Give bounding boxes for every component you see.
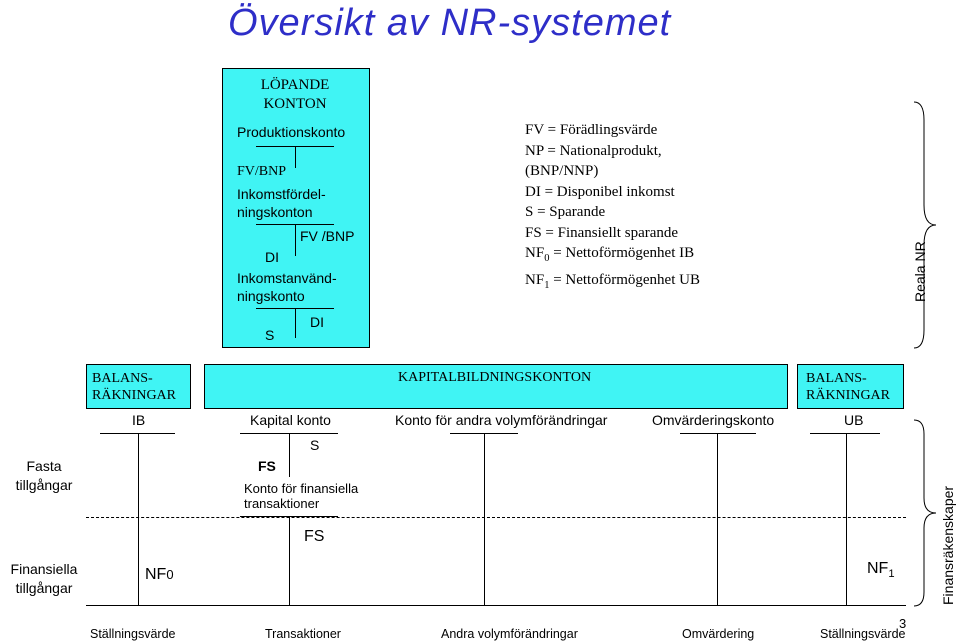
page-number: 3 [899,616,907,631]
legend-nf1-rest: = Nettoförmögenhet UB [549,271,700,288]
legend-fv: FV = Förädlingsvärde [525,122,658,138]
inkomstanvandning-line2: ningskonto [237,288,305,304]
legend-nf1-base: NF [525,271,545,288]
lopande-heading-line1: LÖPANDE [260,77,330,93]
col-ub: UB [844,412,864,428]
legend-bnp-nnp: (BNP/NNP) [525,163,599,179]
balans-left-line2: RÄKNINGAR [92,388,176,403]
inkomstfordelning-t-stem [295,224,296,256]
nf0-label [145,566,174,584]
legend-di: DI = Disponibel inkomst [525,183,675,200]
nf0-base: NF [145,566,167,583]
fv-bnp-left: FV/BNP [237,164,287,179]
finans-konto-line2: transaktioner [244,496,320,511]
s-left: S [265,327,275,343]
ub-t-line [810,433,880,434]
finans-konto-line1: Konto för finansiella [244,481,359,496]
produktionskonto-t-stem [295,146,296,168]
finans-konto-stem [289,516,290,605]
legend-nf0-base: NF [525,245,545,261]
kapitalbildning-label: KAPITALBILDNINGSKONTON [398,370,592,385]
bottom-rule [86,605,906,606]
asset-divider-dashed [86,517,906,518]
inkomstfordelning-line2: ningskonton [237,204,313,220]
legend [525,120,700,296]
produktionskonto-label: Produktionskonto [237,124,346,140]
inkomstanvandning-label [237,269,337,305]
legend-nf1-sub: 1 [544,279,550,291]
fv-bnp-right: FV /BNP [300,228,355,244]
finansiella-tillgangar-label [0,560,88,598]
bottom-transaktioner: Transaktioner [265,627,341,641]
andra-stem [484,433,485,605]
inkomstanvandning-t-stem [295,308,296,338]
page-title: Översikt av NR-systemet [228,2,672,44]
ub-stem [846,433,847,605]
bottom-stallningsvarde-left: Ställningsvärde [90,627,176,641]
omvardering-stem [717,433,718,605]
legend-nf1 [525,270,700,297]
reala-nr-label: Reala NR [912,241,928,302]
col-ib: IB [132,412,146,428]
balans-left-line1: BALANS- [92,371,153,386]
kapital-s: S [310,437,320,453]
col-omvardering: Omvärderingskonto [652,412,775,428]
balans-left-label [92,370,176,404]
di-left: DI [265,249,279,265]
di-right: DI [310,314,324,330]
nf0-sub: 0 [166,567,174,582]
bottom-andra-volym: Andra volymförändringar [441,627,578,641]
legend-s: S = Sparande [525,204,606,220]
inkomstanvandning-line1: Inkomstanvänd- [237,270,337,286]
legend-nf0 [525,243,700,270]
fasta-line1: Fasta [26,458,62,474]
nf1-base: NF [867,560,889,577]
balans-right-line2: RÄKNINGAR [806,388,890,403]
nf1-sub: 1 [888,568,895,581]
legend-np: NP = Nationalprodukt, [525,142,662,159]
lopande-heading-line2: KONTON [263,96,327,112]
finansrakenskaper-label: Finansräkenskaper [940,485,956,605]
inkomstfordelning-label [237,185,326,221]
col-andra: Konto för andra volymförändringar [395,412,608,428]
fasta-tillgangar-label [2,457,86,495]
kapital-fs: FS [258,458,276,474]
legend-nf0-rest: = Nettoförmögenhet IB [549,245,695,261]
bottom-stallningsvarde-right: Ställningsvärde [820,627,906,641]
kapital-stem [289,433,290,477]
finansiella-line1: Finansiella [10,561,78,577]
inkomstfordelning-line1: Inkomstfördel- [237,186,326,202]
lopande-heading [222,76,368,114]
omvardering-t-line [680,433,756,434]
legend-nf0-sub: 0 [544,253,550,264]
ib-stem [138,433,139,605]
nf1-label [867,560,895,580]
col-kapital: Kapital konto [250,412,331,428]
balans-right-line1: BALANS- [806,371,867,386]
finans-fs: FS [304,528,325,545]
fasta-line2: tillgångar [15,477,73,493]
finans-konto-label [244,481,358,511]
balans-right-label [806,370,890,404]
finansiella-line2: tillgångar [15,580,73,596]
legend-fs: FS = Finansiellt sparande [525,224,679,241]
finansrakenskaper-brace [912,418,942,608]
bottom-omvardering: Omvärdering [682,627,755,641]
